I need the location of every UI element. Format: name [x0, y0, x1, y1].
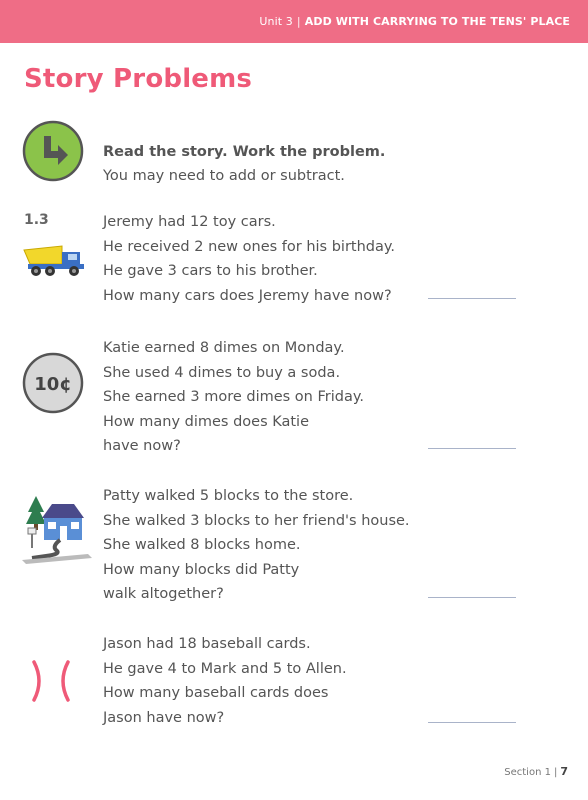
problem-line: He gave 3 cars to his brother.: [103, 263, 318, 279]
problem-number: 1.3: [24, 212, 49, 228]
story-problem-1: [103, 210, 395, 308]
problem-line: She walked 8 blocks home.: [103, 537, 301, 553]
problem-line: Katie earned 8 dimes on Monday.: [103, 340, 345, 356]
direction-arrow-icon: [22, 120, 84, 182]
header-topic: ADD WITH CARRYING TO THE TENS' PLACE: [304, 15, 570, 28]
problem-line: Jeremy had 12 toy cars.: [103, 214, 276, 230]
answer-line-2[interactable]: [428, 448, 516, 449]
coin-label: 10¢: [34, 374, 72, 395]
problem-question: walk altogether?: [103, 586, 224, 602]
problem-line: He gave 4 to Mark and 5 to Allen.: [103, 660, 347, 677]
page-title: Story Problems: [24, 64, 253, 94]
problem-question: How many dimes does Katie: [103, 413, 310, 430]
answer-line-4[interactable]: [428, 722, 516, 723]
problem-line: She earned 3 more dimes on Friday.: [103, 389, 364, 405]
problem-line: Jason had 18 baseball cards.: [103, 636, 311, 652]
header-unit: Unit 3: [259, 15, 293, 28]
problem-line: He received 2 new ones for his birthday.: [103, 238, 396, 255]
header-text: [259, 15, 570, 28]
footer-section: Section 1: [504, 767, 551, 778]
answer-line-3[interactable]: [428, 597, 516, 598]
dime-coin-icon: [22, 352, 84, 414]
problem-question: How many cars does Jeremy have now?: [103, 287, 392, 304]
page-number: 7: [560, 765, 568, 778]
answer-line-1[interactable]: [428, 298, 516, 299]
page-footer: [504, 765, 568, 778]
instructions-sub: You may need to add or subtract.: [103, 168, 345, 184]
problem-line: She walked 3 blocks to her friend's house.: [103, 512, 410, 529]
dump-truck-icon: [22, 242, 90, 278]
instructions-bold: Read the story. Work the problem.: [103, 144, 386, 160]
problem-line: She used 4 dimes to buy a soda.: [103, 364, 341, 381]
parentheses-icon: [28, 660, 78, 702]
house-icon: [22, 494, 92, 566]
problem-question: have now?: [103, 438, 181, 454]
story-problem-2: [103, 336, 364, 459]
header-separator: |: [296, 15, 301, 28]
footer-separator: |: [553, 767, 558, 778]
story-problem-4: [103, 632, 347, 730]
problem-question: How many baseball cards does: [103, 685, 329, 701]
problem-line: Patty walked 5 blocks to the store.: [103, 488, 354, 504]
problem-question: Jason have now?: [103, 709, 225, 726]
story-problem-3: [103, 484, 410, 607]
header-bar: [0, 0, 588, 43]
problem-question: How many blocks did Patty: [103, 561, 300, 578]
